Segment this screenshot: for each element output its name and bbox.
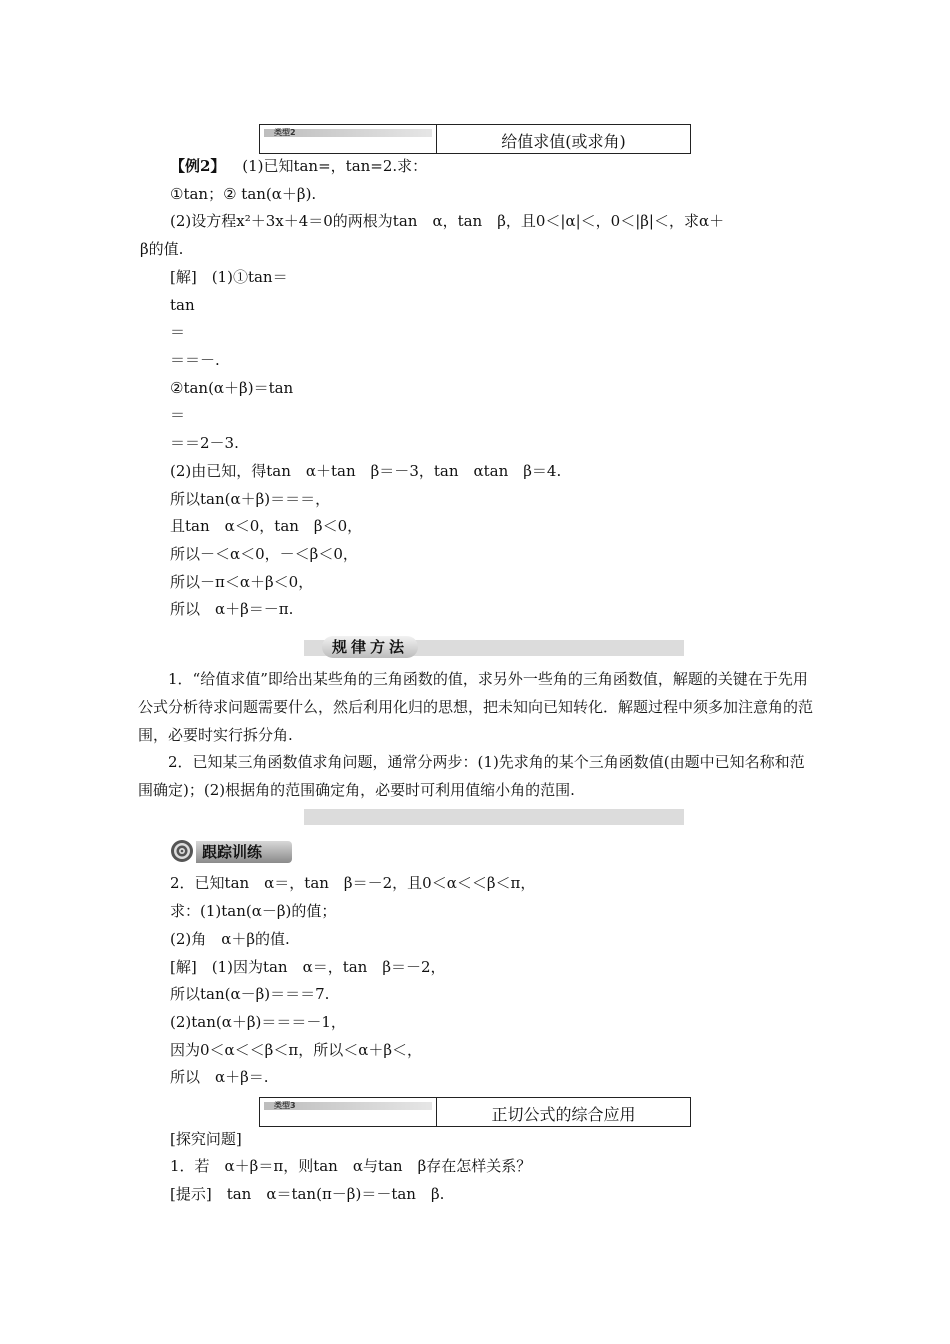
explore-hint: [提示] tan α＝tan(π－β)＝－tan β. [170,1185,445,1203]
solution2-line: tan [170,296,195,314]
type3-title: 正切公式的综合应用 [491,1105,636,1124]
training-line: 所以 α＋β＝. [170,1068,269,1086]
solution2-line: ＝ [170,406,186,424]
type2-tag-label: 类型2 [274,128,296,137]
type3-tag-label: 类型3 [274,1101,296,1110]
type3-header-box [259,1097,691,1127]
training-line: 2．已知tan α＝，tan β＝－2，且0＜α＜＜β＜π， [170,874,536,892]
solution2-line: 所以 α＋β＝－π. [170,600,294,618]
example2-q2-line1: (2)设方程x²＋3x＋4＝0的两根为tan α，tan β，且0＜|α|＜，0＜|β|＜，求α＋ [170,212,725,230]
training-line: (2)tan(α＋β)＝＝＝－1， [170,1013,346,1031]
example2-label: 【例2】 [170,157,226,175]
solution2-line: 且tan α＜0，tan β＜0， [170,517,363,535]
solution2-line: ＝＝2－3. [170,434,239,452]
training-line: 求：(1)tan(α－β)的值； [170,902,337,920]
method-paragraph-1: 1．“给值求值”即给出某些角的三角函数的值，求另外一些角的三角函数值，解题的关键在于先用公式分析待求问题需要什么，然后利用化归的思想，把未知向已知转化．解题过程中须多加注意角的范围，必要时实行拆分角. [138,670,814,744]
method-banner [304,636,684,660]
training-line: 所以tan(α－β)＝＝＝7. [170,985,330,1003]
target-icon [170,839,194,863]
training-label: 跟踪训练 [196,841,292,863]
type2-header-box [259,124,691,154]
type2-title: 给值求值(或求角) [501,132,626,151]
method-label: 规律方法 [322,636,418,658]
solution2-line: ＝ [170,323,186,341]
method-paragraph-2: 2．已知某三角函数值求角问题，通常分两步：(1)先求角的某个三角函数值(由题中已知名称和范围确定)；(2)根据角的范围确定角，必要时可利用值缩小角的范围. [138,753,805,799]
example2-q2-line2: β的值. [140,240,184,258]
solution2-line: ＝＝－. [170,351,220,369]
example2-q1-text: (1)已知tan=，tan=2.求： [242,157,428,175]
training-line: [解] (1)因为tan α＝，tan β＝－2， [170,958,446,976]
solution2-line: 所以－π＜α＋β＜0， [170,573,314,591]
explore-heading: [探究问题] [170,1130,242,1148]
solution2-line: 所以tan(α＋β)＝＝＝， [170,490,331,508]
training-line: 因为0＜α＜＜β＜π，所以＜α＋β＜， [170,1041,423,1059]
solution2-line: [解] (1)①tan＝ [170,268,288,286]
method-end-bar [304,809,684,825]
explore-question-1: 1．若 α＋β＝π，则tan α与tan β存在怎样关系？ [170,1157,532,1175]
solution2-line: ②tan(α＋β)＝tan [170,379,294,397]
solution2-line: 所以－＜α＜0，－＜β＜0， [170,545,358,563]
example2-q1-items: ①tan；② tan(α＋β). [170,185,317,203]
training-banner [170,838,290,866]
training-line: (2)角 α＋β的值. [170,930,290,948]
example2-question1 [170,156,427,176]
solution2-line: (2)由已知，得tan α＋tan β＝－3，tan αtan β＝4. [170,462,562,480]
